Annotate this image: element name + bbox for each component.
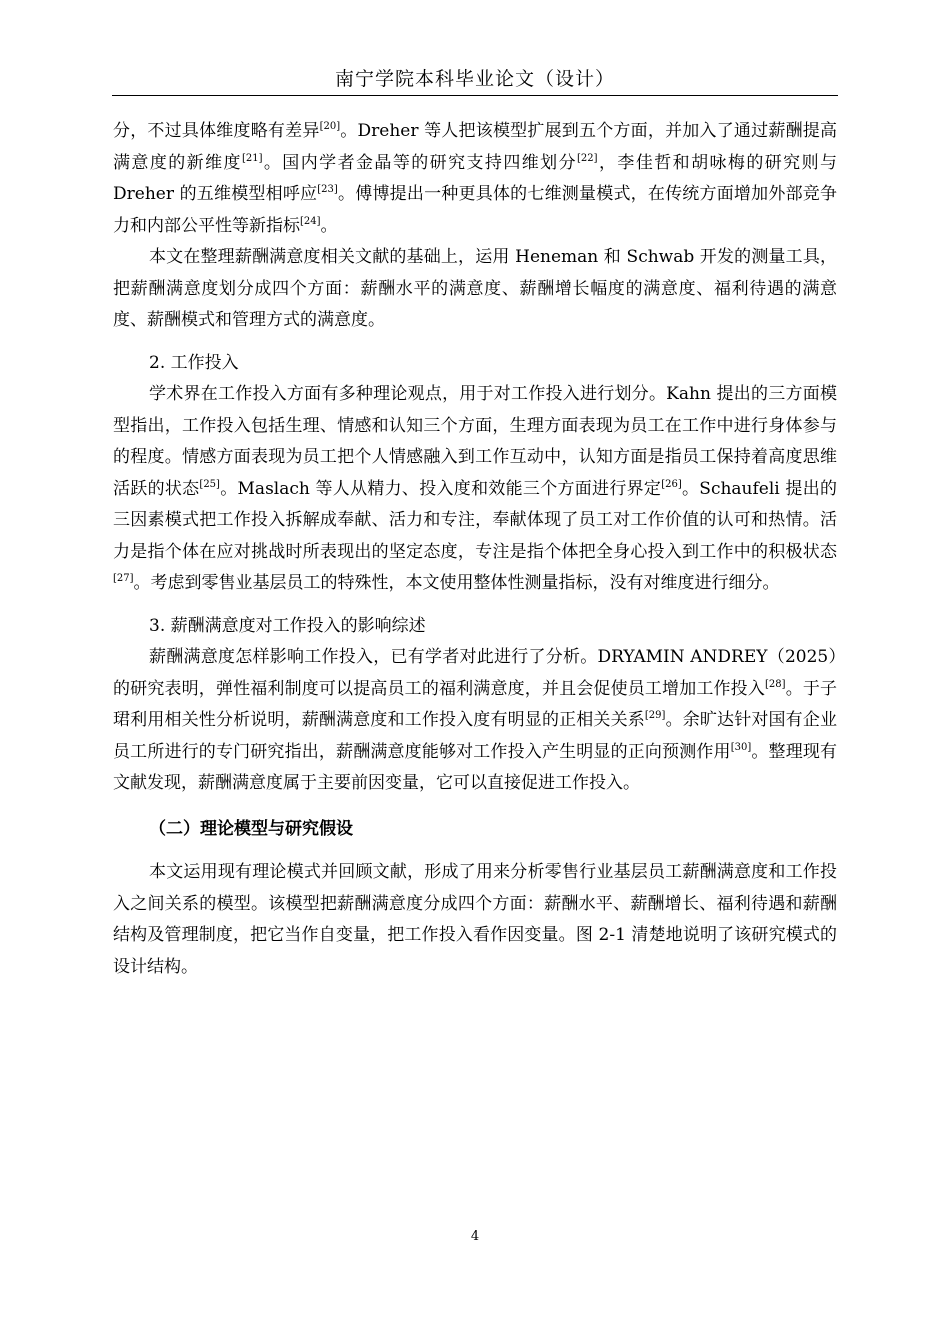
citation-marker: [24]	[300, 215, 321, 227]
citation-marker: [30]	[730, 741, 752, 753]
paragraph-measurement-tool: 本文在整理薪酬满意度相关文献的基础上，运用 Heneman 和 Schwab 开发的测量工具，把薪酬满意度划分成四个方面：薪酬水平的满意度、薪酬增长幅度的满意度、福利待遇的满意度、薪酬模式和管理方式的满意度。	[113, 247, 837, 330]
body-text	[113, 116, 837, 983]
citation-marker: [26]	[661, 478, 682, 490]
page-number: 4	[470, 1229, 480, 1244]
citation-marker: [21]	[241, 152, 263, 164]
paragraph-work-engagement: 学术界在工作投入方面有多种理论观点，用于对工作投入进行划分。Kahn 提出的三方面模型指出，工作投入包括生理、情感和认知三个方面，生理方面表现为员工在工作中进行身体参与的程度。情感方面表现为员工把个人情感融入到工作互动中，认知方面是指员工保持着高度思维活跃的状态[25]。Maslach 等人从精力、投入度和效能三个方面进行界定[26]。Schaufeli 提出的三因素模式把工作投入拆解成奉献、活力和专注，奉献体现了员工对工作价值的认可和热情。活力是指个体在应对挑战时所表现出的坚定态度，专注是指个体把全身心投入到工作中的积极状态[27]。考虑到零售业基层员工的特殊性，本文使用整体性测量指标，没有对维度进行细分。	[113, 384, 837, 593]
heading-work-engagement: 2. 工作投入	[149, 352, 239, 373]
citation-marker: [20]	[319, 121, 341, 132]
paragraph-pay-dimensions: 分，不过具体维度略有差异[20]。Dreher 等人把该模型扩展到五个方面，并加入了通过薪酬提高满意度的新维度[21]。国内学者金晶等的研究支持四维划分[22]，李佳哲和胡咏梅的研究则与 Dreher 的五维模型相呼应[23]。傅博提出一种更具体的七维测量模式，在传统方面增加外部竞争力和内部公平性等新指标[24]。	[113, 121, 838, 236]
citation-marker: [28]	[765, 678, 786, 690]
citation-marker: [25]	[199, 478, 220, 490]
citation-marker: [22]	[577, 152, 598, 164]
citation-marker: [29]	[644, 710, 666, 721]
heading-theory-model: （二）理论模型与研究假设	[149, 818, 353, 839]
page-header-title: 南宁学院本科毕业论文（设计）	[334, 68, 615, 90]
citation-marker: [27]	[113, 573, 134, 584]
header-divider	[112, 95, 838, 96]
citation-marker: [23]	[317, 184, 338, 195]
heading-influence-review: 3. 薪酬满意度对工作投入的影响综述	[149, 615, 426, 636]
paragraph-influence-review: 薪酬满意度怎样影响工作投入，已有学者对此进行了分析。DRYAMIN ANDREY（2025）的研究表明，弹性福利制度可以提高员工的福利满意度，并且会促使员工增加工作投入[28]。于子珺利用相关性分析说明，薪酬满意度和工作投入度有明显的正相关关系[29]。余旷达针对国有企业员工所进行的专门研究指出，薪酬满意度能够对工作投入产生明显的正向预测作用[30]。整理现有文献发现，薪酬满意度属于主要前因变量，它可以直接促进工作投入。	[113, 647, 838, 793]
paragraph-theory-model: 本文运用现有理论模式并回顾文献，形成了用来分析零售行业基层员工薪酬满意度和工作投入之间关系的模型。该模型把薪酬满意度分成四个方面：薪酬水平、薪酬增长、福利待遇和薪酬结构及管理制度，把它当作自变量，把工作投入看作因变量。图 2-1 清楚地说明了该研究模式的设计结构。	[113, 862, 837, 977]
